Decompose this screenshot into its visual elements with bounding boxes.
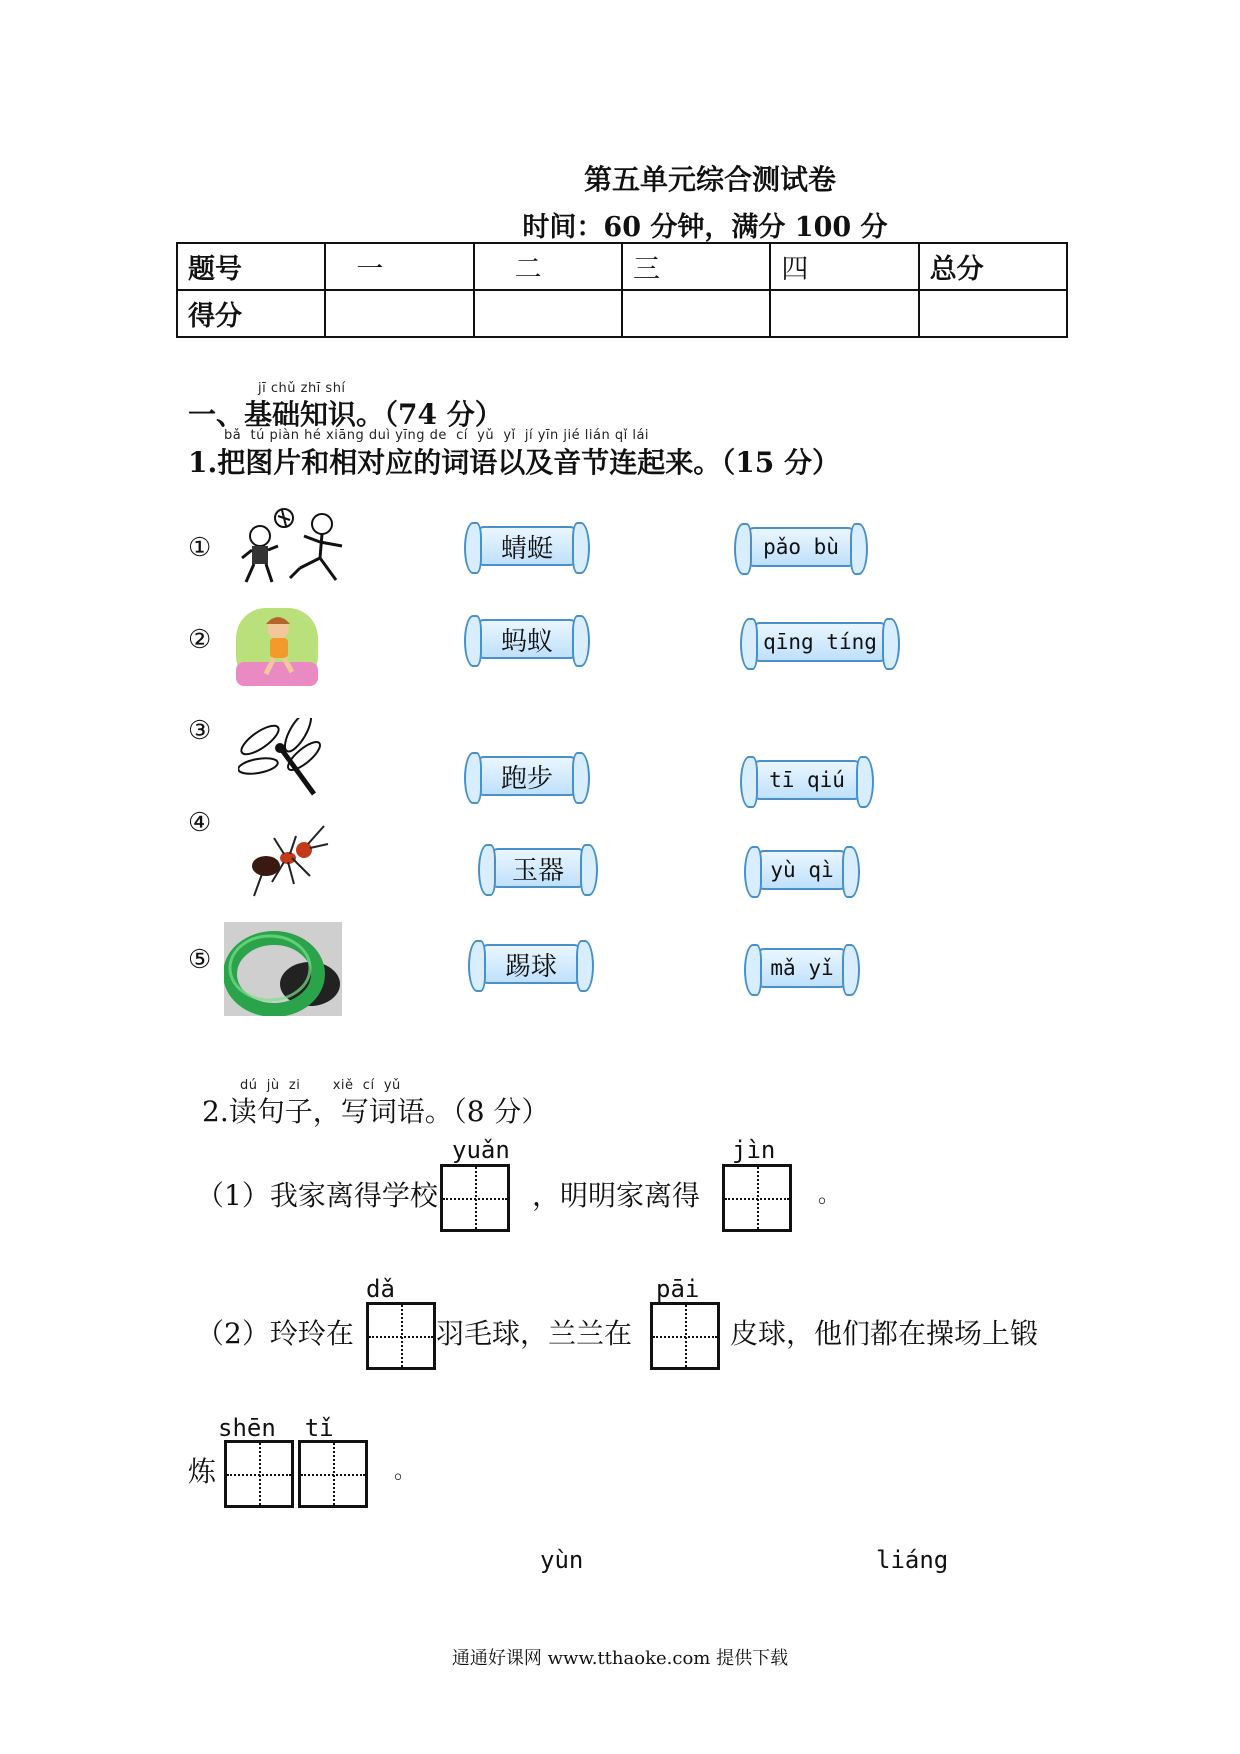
word-card[interactable]: 跑步 (476, 756, 578, 796)
sentence-text: （2）玲玲在 (196, 1317, 354, 1350)
table-cell: 题号 (177, 243, 325, 290)
q1-pinyin: bǎ tú piàn hé xiāng duì yīng de cí yǔ yǐ jí yīn jié lián qǐ lái (224, 428, 650, 443)
item-number: ② (188, 625, 212, 655)
blank-pinyin: yùn (540, 1546, 584, 1574)
score-input-cell[interactable] (622, 290, 770, 337)
item-number: ④ (188, 808, 212, 838)
dragonfly-picture[interactable] (238, 718, 326, 798)
table-row (177, 290, 1067, 337)
sentence-text: 。 (818, 1183, 841, 1208)
jade-bracelet-picture[interactable] (224, 922, 342, 1016)
ant-picture[interactable] (244, 820, 330, 900)
table-row (177, 243, 1067, 290)
sentence-text: 羽毛球，兰兰在 (436, 1317, 633, 1350)
writing-grid[interactable] (650, 1302, 720, 1370)
sentence-text: 皮球，他们都在操场上锻 (730, 1317, 1039, 1350)
table-cell: 总分 (919, 243, 1067, 290)
blank-pinyin: jìn (732, 1136, 776, 1164)
writing-grid[interactable] (440, 1164, 510, 1232)
item-number: ⑤ (188, 945, 212, 975)
sentence-text: 。 (394, 1459, 417, 1484)
footer-text: 通通好课网 www.tthaoke.com 提供下载 (451, 1648, 789, 1669)
pinyin-card[interactable]: qīng tíng (752, 622, 888, 662)
writing-grid[interactable] (298, 1440, 368, 1508)
kids-playing-football-picture[interactable] (238, 506, 358, 588)
word-card[interactable]: 踢球 (480, 944, 582, 984)
item-number: ① (188, 533, 212, 563)
blank-pinyin: liáng (876, 1546, 949, 1574)
word-card[interactable]: 蚂蚁 (476, 619, 578, 659)
q2-pinyin: dú jù zi xiě cí yǔ (240, 1078, 401, 1093)
table-cell: 三 (622, 243, 770, 290)
girl-running-picture[interactable] (236, 608, 318, 686)
sentence-text: ，明明家离得 (532, 1179, 701, 1212)
q1-title: 1.把图片和相对应的词语以及音节连起来。（15 分） (188, 446, 840, 479)
pinyin-card[interactable]: pǎo bù (746, 527, 856, 567)
section1-title: 一、基础知识。（74 分） (188, 398, 503, 431)
word-card[interactable]: 玉器 (490, 848, 586, 888)
section1-pinyin: jī chǔ zhī shí (258, 381, 346, 396)
q2-title: 2.读句子，写词语。（8 分） (202, 1095, 550, 1128)
pinyin-card[interactable]: yù qì (756, 850, 848, 890)
item-number: ③ (188, 716, 212, 746)
table-cell: 得分 (177, 290, 325, 337)
score-input-cell[interactable] (474, 290, 622, 337)
blank-pinyin: pāi (656, 1275, 700, 1303)
pinyin-card[interactable]: mǎ yǐ (756, 948, 848, 988)
pinyin-card[interactable]: tī qiú (752, 760, 862, 800)
word-card[interactable]: 蜻蜓 (476, 526, 578, 566)
sentence-text: 炼 (188, 1455, 217, 1488)
blank-pinyin: dǎ (366, 1275, 395, 1303)
blank-pinyin: shēn tǐ (218, 1414, 334, 1442)
score-input-cell[interactable] (919, 290, 1067, 337)
page-title: 第五单元综合测试卷 (583, 163, 836, 196)
sentence-text: （1）我家离得学校 (196, 1179, 438, 1212)
table-cell: 一 (325, 243, 473, 290)
score-table (176, 242, 1068, 338)
score-input-cell[interactable] (770, 290, 918, 337)
page-subtitle: 时间：60 分钟，满分 100 分 (522, 212, 888, 243)
writing-grid[interactable] (224, 1440, 294, 1508)
writing-grid[interactable] (722, 1164, 792, 1232)
blank-pinyin: yuǎn (452, 1136, 510, 1164)
table-cell: 四 (770, 243, 918, 290)
writing-grid[interactable] (366, 1302, 436, 1370)
table-cell: 二 (474, 243, 622, 290)
score-input-cell[interactable] (325, 290, 473, 337)
